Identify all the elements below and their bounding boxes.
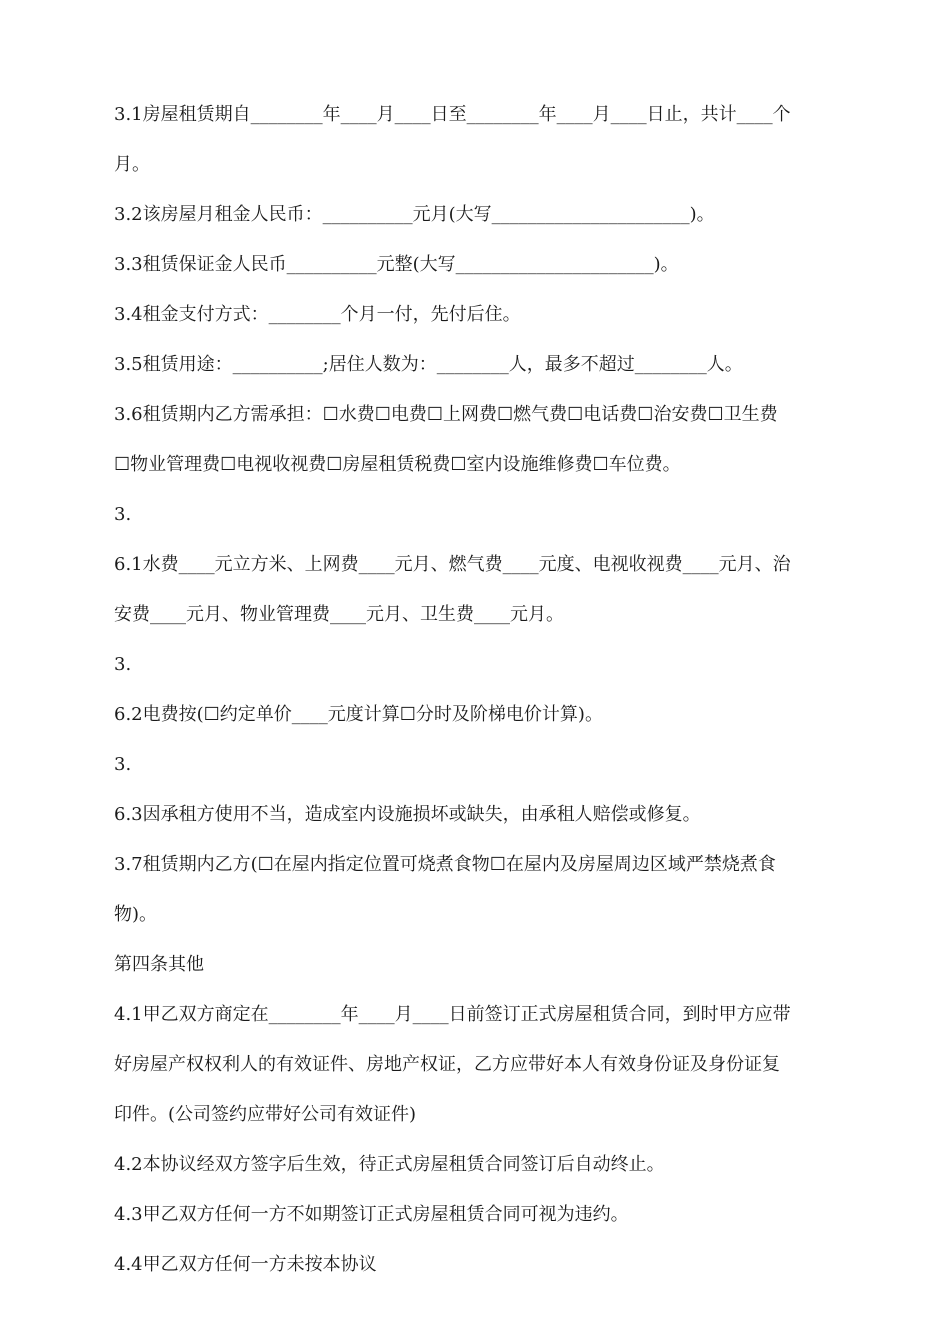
text-line: 物)。 bbox=[114, 904, 158, 925]
text-line: ☐物业管理费☐电视收视费☐房屋租赁税费☐室内设施维修费☐车位费。 bbox=[114, 454, 681, 475]
text-line: 安费____元月、物业管理费____元月、卫生费____元月。 bbox=[114, 604, 564, 625]
text-line: 3. bbox=[114, 754, 132, 775]
text-line: 3.1房屋租赁期自________年____月____日至________年____月____日止，共计____个 bbox=[114, 104, 791, 125]
text-line: 印件。(公司签约应带好公司有效证件) bbox=[114, 1104, 417, 1125]
text-line: 3.6租赁期内乙方需承担：☐水费☐电费☐上网费☐燃气费☐电话费☐治安费☐卫生费 bbox=[114, 404, 778, 425]
text-line: 4.3甲乙双方任何一方不如期签订正式房屋租赁合同可视为违约。 bbox=[114, 1204, 629, 1225]
text-line: 6.2电费按(☐约定单价____元度计算☐分时及阶梯电价计算)。 bbox=[114, 704, 603, 725]
text-line: 3.2该房屋月租金人民币：__________元月(大写______________________)。 bbox=[114, 204, 715, 225]
text-line: 6.1水费____元立方米、上网费____元月、燃气费____元度、电视收视费____元月、治 bbox=[114, 554, 791, 575]
text-line: 4.4甲乙双方任何一方未按本协议 bbox=[114, 1254, 377, 1275]
text-line: 3. bbox=[114, 654, 132, 675]
text-line: 4.1甲乙双方商定在________年____月____日前签订正式房屋租赁合同，到时甲方应带 bbox=[114, 1004, 791, 1025]
text-line: 3. bbox=[114, 504, 132, 525]
text-line: 3.5租赁用途：__________;居住人数为：________人，最多不超过________人。 bbox=[114, 354, 743, 375]
text-line: 4.2本协议经双方签字后生效，待正式房屋租赁合同签订后自动终止。 bbox=[114, 1154, 665, 1175]
text-line: 3.3租赁保证金人民币__________元整(大写______________________)。 bbox=[114, 254, 679, 275]
text-line: 好房屋产权权利人的有效证件、房地产权证，乙方应带好本人有效身份证及身份证复 bbox=[114, 1054, 780, 1075]
section-heading: 第四条其他 bbox=[114, 954, 204, 975]
text-line: 3.4租金支付方式：________个月一付，先付后住。 bbox=[114, 304, 521, 325]
text-line: 3.7租赁期内乙方(☐在屋内指定位置可烧煮食物☐在屋内及房屋周边区域严禁烧煮食 bbox=[114, 854, 776, 875]
text-line: 6.3因承租方使用不当，造成室内设施损坏或缺失，由承租人赔偿或修复。 bbox=[114, 804, 701, 825]
document-body bbox=[114, 90, 844, 1290]
text-line: 月。 bbox=[114, 154, 150, 175]
